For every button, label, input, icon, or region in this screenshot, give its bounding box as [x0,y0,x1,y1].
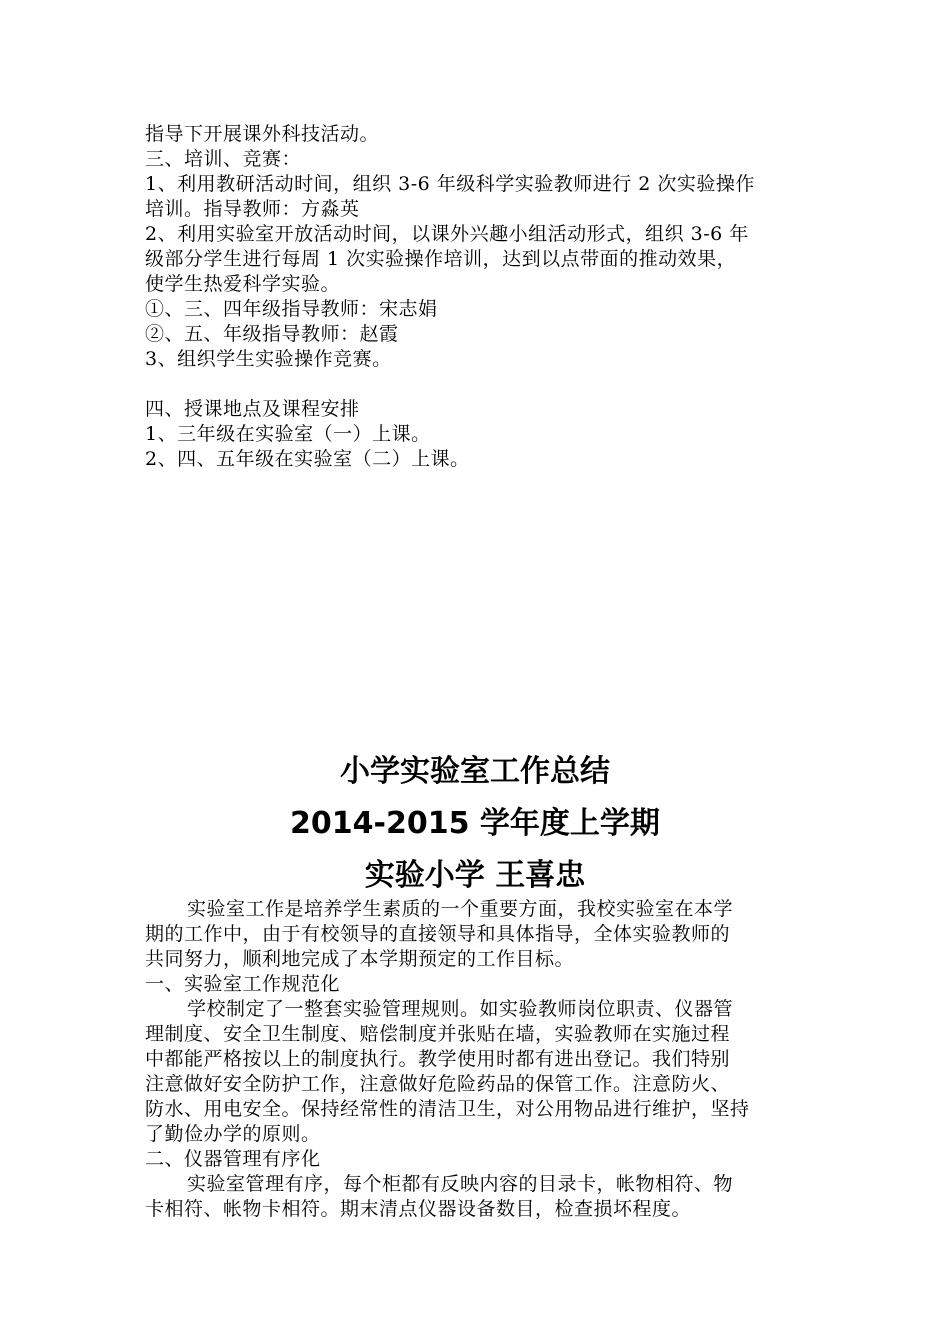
plan-continuation-section [145,122,810,472]
blank-line [145,372,810,397]
section-heading-locations: 四、授课地点及课程安排 [145,398,360,420]
text-line: 培训。指导教师：方淼英 [145,198,360,220]
paragraph-line: 理制度、安全卫生制度、赔偿制度并张贴在墙，实验教师在实施过程 [145,1023,731,1045]
document-subtitle: 2014-2015 学年度上学期 [290,806,660,841]
paragraph-line: 中都能严格按以上的制度执行。教学使用时都有进出登记。我们特别 [145,1048,731,1070]
section-heading-training: 三、培训、竞赛： [145,148,302,170]
paragraph-line: 共同努力，顺利地完成了本学期预定的工作目标。 [145,948,575,970]
text-line: 2、利用实验室开放活动时间，以课外兴趣小组活动形式，组织 3-6 年 [145,223,749,245]
summary-title-block [0,746,950,902]
paragraph-line: 实验室管理有序，每个柜都有反映内容的目录卡，帐物相符、物 [187,1173,734,1195]
paragraph-line: 学校制定了一整套实验管理规则。如实验教师岗位职责、仪器管 [187,998,734,1020]
document-title: 小学实验室工作总结 [340,754,610,789]
paragraph-line: 了勤俭办学的原则。 [145,1123,321,1145]
text-line: ②、五、年级指导教师：赵霞 [145,323,399,345]
text-line: 1、三年级在实验室（一）上课。 [145,423,431,445]
document-author: 实验小学 王喜忠 [364,858,586,893]
text-line: 级部分学生进行每周 1 次实验操作培训，达到以点带面的推动效果， [145,248,737,270]
paragraph-line: 实验室工作是培养学生素质的一个重要方面，我校实验室在本学 [187,898,734,920]
section-heading-standardization: 一、实验室工作规范化 [145,973,341,995]
paragraph-line: 防水、用电安全。保持经常性的清洁卫生，对公用物品进行维护，坚持 [145,1098,750,1120]
section-heading-equipment: 二、仪器管理有序化 [145,1148,321,1170]
paragraph-line: 卡相符、帐物卡相符。期末清点仪器设备数目，检查损坏程度。 [145,1198,692,1220]
paragraph-line: 期的工作中，由于有校领导的直接领导和具体指导，全体实验教师的 [145,923,731,945]
text-line: 使学生热爱科学实验。 [145,273,341,295]
paragraph-line: 注意做好安全防护工作，注意做好危险药品的保管工作。注意防火、 [145,1073,731,1095]
text-line: 1、利用教研活动时间，组织 3-6 年级科学实验教师进行 2 次实验操作 [145,173,755,195]
text-line: 2、四、五年级在实验室（二）上课。 [145,448,470,470]
summary-body [145,897,810,1222]
text-line: 指导下开展课外科技活动。 [145,123,380,145]
text-line: ①、三、四年级指导教师：宋志娟 [145,298,438,320]
text-line: 3、组织学生实验操作竞赛。 [145,348,392,370]
